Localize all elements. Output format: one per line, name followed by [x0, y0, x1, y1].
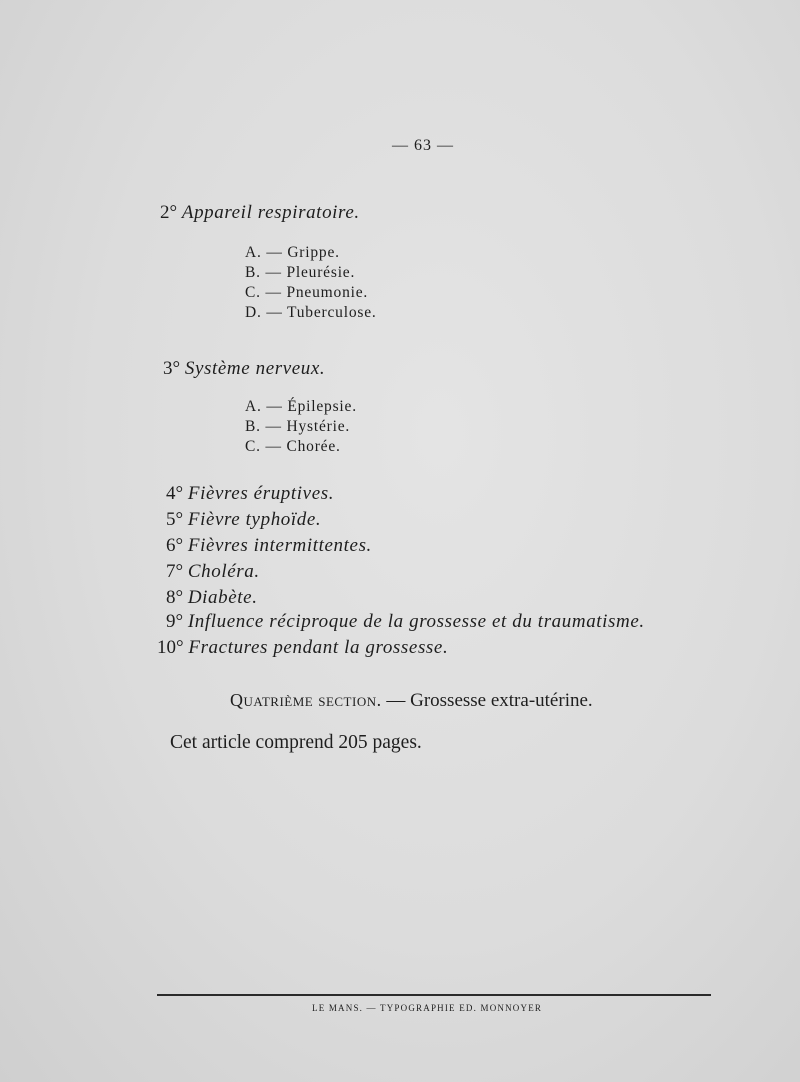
section-number: 4° — [166, 483, 184, 504]
section-title: Système nerveux. — [184, 358, 326, 379]
section-title: Fièvre typhoïde. — [187, 509, 322, 530]
footer-rule — [157, 994, 711, 996]
list-item: A. — Grippe. — [245, 244, 340, 261]
section-heading — [166, 561, 260, 583]
section-lead: Quatrième section. — [230, 690, 382, 710]
section-number: 9° — [166, 611, 184, 632]
section-heading — [163, 358, 325, 380]
section-title: Fractures pendant la grossesse. — [188, 637, 449, 658]
list-item: D. — Tuberculose. — [245, 304, 377, 321]
section-number: 10° — [157, 637, 184, 658]
section-title: Choléra. — [187, 561, 260, 582]
section-heading — [166, 535, 372, 557]
section-heading — [166, 587, 258, 609]
section-title: Fièvres intermittentes. — [187, 535, 372, 556]
printer-imprint: LE MANS. — TYPOGRAPHIE ED. MONNOYER — [312, 1003, 543, 1013]
page-number: — 63 — — [392, 137, 454, 154]
section-dash: — — [386, 690, 406, 711]
section-title: Appareil respiratoire. — [181, 202, 360, 223]
section-title: Influence réciproque de la grossesse et du traumatisme. — [187, 611, 645, 632]
section-heading — [166, 483, 334, 505]
section-number: 2° — [160, 202, 178, 223]
fourth-section-heading — [230, 690, 593, 712]
section-number: 3° — [163, 358, 181, 379]
list-item: C. — Pneumonie. — [245, 284, 369, 301]
list-item: C. — Chorée. — [245, 438, 341, 455]
section-number: 5° — [166, 509, 184, 530]
section-heading — [166, 509, 321, 531]
section-heading — [160, 202, 360, 224]
list-item: B. — Pleurésie. — [245, 264, 356, 281]
section-number: 7° — [166, 561, 184, 582]
section-title: Diabète. — [187, 587, 258, 608]
list-item: B. — Hystérie. — [245, 418, 351, 435]
list-item: A. — Épilepsie. — [245, 398, 357, 415]
section-number: 8° — [166, 587, 184, 608]
section-heading — [157, 637, 448, 659]
section-title: Fièvres éruptives. — [187, 483, 335, 504]
article-note: Cet article comprend 205 pages. — [170, 732, 422, 753]
section-number: 6° — [166, 535, 184, 556]
section-heading — [166, 611, 645, 633]
section-title: Grossesse extra-utérine. — [410, 690, 593, 711]
